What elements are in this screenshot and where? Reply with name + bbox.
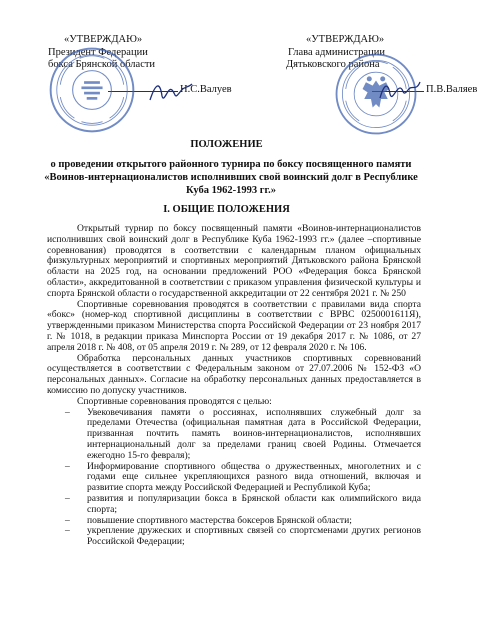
approval-right	[268, 34, 477, 96]
document-body	[47, 224, 421, 548]
document-subtitle: о проведении открытого районного турнира по боксу посвященного памяти «Воинов-интернационалистов исполнивших свой воинский долг в Республике Куба 1962-1993 гг.»	[44, 159, 418, 196]
approval-left-organization: бокса Брянской области	[48, 59, 156, 70]
approval-left	[48, 34, 238, 96]
goals-list	[47, 408, 421, 548]
list-item	[47, 408, 421, 462]
paragraph: Спортивные соревнования проводятся с целью:	[77, 395, 272, 407]
signature-underline	[372, 91, 424, 92]
bullet-marker: –	[65, 406, 70, 418]
document-title: ПОЛОЖЕНИЕ	[190, 139, 263, 150]
approval-left-title: «УТВЕРЖДАЮ»	[64, 34, 143, 45]
list-item-text: Информирование спортивного общества о дружественных, многолетних и с годами еще сильнее укрепляющихся разного вида отношений, включая и развитие спорта между Российской Федерацией и Республикой Куба;	[87, 460, 421, 494]
paragraph: Обработка персональных данных участников спортивных соревнований осуществляется в соответствии с Федеральным законом от 27.07.2006 № 152-ФЗ «О персональных данных». Согласие на обработку персональных данных предоставляется в комиссию по допуску участников.	[47, 352, 421, 396]
approval-left-signature-line	[48, 84, 238, 97]
paragraph: Открытый турнир по боксу посвященный памяти «Воинов-интернационалистов исполнивших свой воинский долг в Республике Куба 1962-1993 гг.» (далее –спортивные соревнования) проводятся в соответствии с календарным планом официальных физкультурных мероприятий и спортивных мероприятий Дятьковского района Брянской области на 2025 год, на основании предложений РОО «Федерация бокса Брянской области», аккредитованной в соответствии с приказом управления физической культуры и спорта Брянской области о государственной аккредитации от 22 сентября 2021 г. № 250	[47, 223, 421, 299]
approval-right-signer-name: П.В.Валяев	[426, 83, 477, 95]
bullet-marker: –	[65, 460, 70, 472]
list-item-text: повышение спортивного мастерства боксеров Брянской области;	[87, 514, 352, 526]
approval-right-title: «УТВЕРЖДАЮ»	[306, 34, 385, 45]
approval-left-position: Президент Федерации	[48, 46, 148, 58]
approval-right-signature-line	[268, 83, 477, 97]
list-item	[47, 526, 421, 548]
bullet-marker: –	[65, 525, 70, 537]
list-item-text: укрепление дружеских и спортивных связей со спортсменами других регионов Российской Федерации;	[87, 525, 421, 548]
approval-left-signer-name: Н.С.Валуев	[180, 83, 232, 95]
signature-underline	[108, 91, 178, 92]
approval-right-organization: Дятьковского района	[286, 59, 380, 70]
approval-right-position: Глава администрации	[288, 46, 385, 58]
paragraph: Спортивные соревнования проводятся в соответствии с правилами вида спорта «бокс» (номер-код спортивной дисциплины в соответствии с ВРВС 0250001611Я), утвержденными приказом Министерства спорта Российской Федерации от 23 ноября 2017 г. № 1018, в редакции приказа Минспорта России от 19 декабря 2017 г. № 1086, от 27 апреля 2018 г. № 408, от 05 апреля 2019 г. № 289, от 12 февраля 2020 г. № 106.	[47, 298, 421, 353]
bullet-marker: –	[65, 514, 70, 526]
list-item-text: развития и популяризации бокса в Брянской области как олимпийского вида спорта;	[87, 492, 421, 515]
list-item	[47, 494, 421, 516]
list-item-text: Увековечивания памяти о россиянах, исполнявших служебный долг за пределами Отечества (официальная памятная дата в Российской Федерации, призванная почтить память воинов-интернационалистов, исполнявших интернациональный долг за пределами границ своей Родины. Отмечается ежегодно 15-го февраля);	[87, 406, 421, 461]
bullet-marker: –	[65, 492, 70, 504]
list-item	[47, 462, 421, 494]
section-heading: I. ОБЩИЕ ПОЛОЖЕНИЯ	[163, 204, 290, 215]
